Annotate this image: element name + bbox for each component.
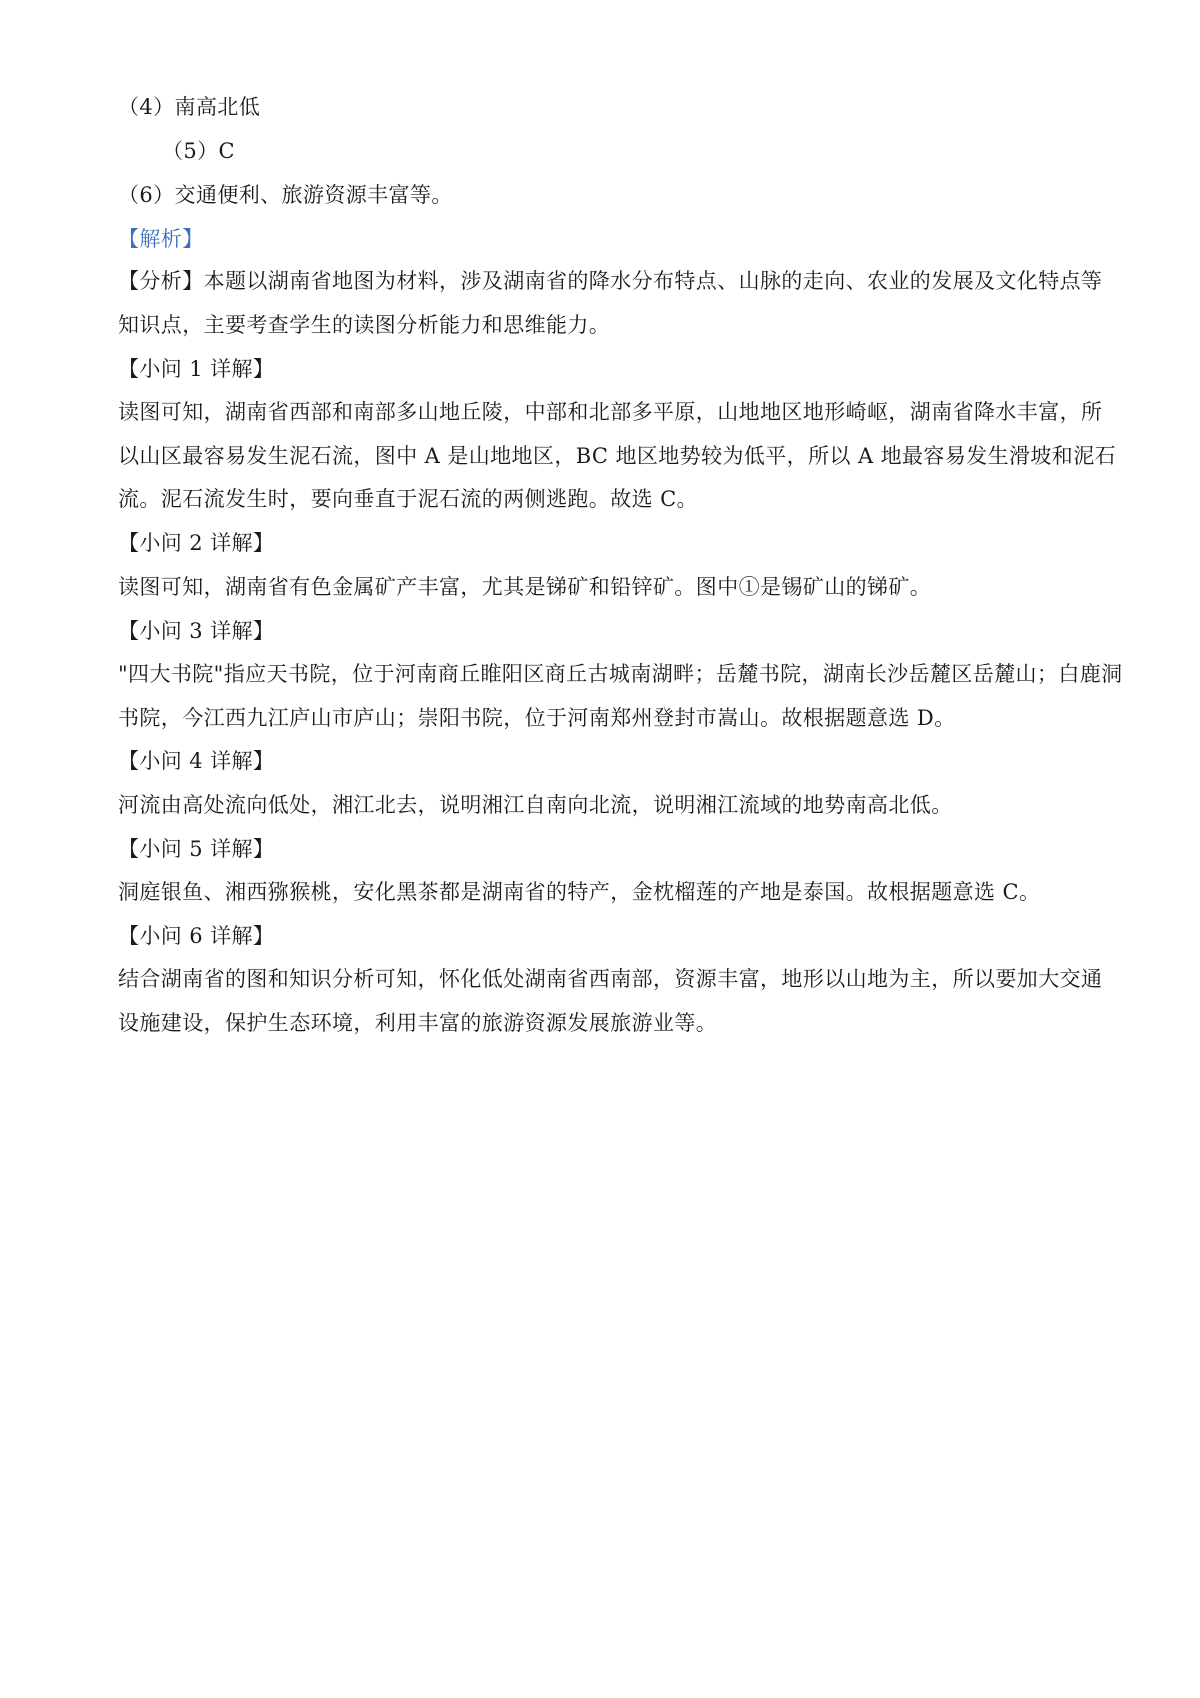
q2-heading: 【小问 2 详解】 <box>118 531 275 555</box>
analysis-label: 【解析】 <box>118 227 204 251</box>
q1-text-line-3: 流。泥石流发生时，要向垂直于泥石流的两侧逃跑。故选 C。 <box>118 487 698 511</box>
q1-heading: 【小问 1 详解】 <box>118 357 275 381</box>
answer-5: （5）C <box>162 139 236 163</box>
q1-text-line-1: 读图可知，湖南省西部和南部多山地丘陵，中部和北部多平原，山地地区地形崎岖，湖南省降水丰富，所 <box>118 400 1103 424</box>
q4-text-line-1: 河流由高处流向低处，湘江北去，说明湘江自南向北流，说明湘江流域的地势南高北低。 <box>118 793 953 817</box>
q3-text-line-2: 书院，今江西九江庐山市庐山；崇阳书院，位于河南郑州登封市嵩山。故根据题意选 D。 <box>118 706 956 730</box>
answer-6: （6）交通便利、旅游资源丰富等。 <box>118 183 453 207</box>
q4-heading: 【小问 4 详解】 <box>118 749 275 773</box>
q1-text-line-2: 以山区最容易发生泥石流，图中 A 是山地地区，BC 地区地势较为低平，所以 A 地最容易发生滑坡和泥石 <box>118 444 1116 468</box>
analysis-summary-line-1: 【分析】本题以湖南省地图为材料，涉及湖南省的降水分布特点、山脉的走向、农业的发展及文化特点等 <box>118 269 1103 293</box>
q2-text-line-1: 读图可知，湖南省有色金属矿产丰富，尤其是锑矿和铅锌矿。图中①是锡矿山的锑矿。 <box>118 575 932 599</box>
q5-text-line-1: 洞庭银鱼、湘西猕猴桃，安化黑茶都是湖南省的特产，金枕榴莲的产地是泰国。故根据题意选 C。 <box>118 880 1041 904</box>
q6-text-line-2: 设施建设，保护生态环境，利用丰富的旅游资源发展旅游业等。 <box>118 1011 718 1035</box>
analysis-summary-line-2: 知识点，主要考查学生的读图分析能力和思维能力。 <box>118 313 611 337</box>
q6-heading: 【小问 6 详解】 <box>118 924 275 948</box>
q6-text-line-1: 结合湖南省的图和知识分析可知，怀化低处湖南省西南部，资源丰富，地形以山地为主，所以要加大交通 <box>118 967 1103 991</box>
q3-text-line-1: "四大书院"指应天书院，位于河南商丘睢阳区商丘古城南湖畔；岳麓书院，湖南长沙岳麓区岳麓山；白鹿洞 <box>118 662 1123 686</box>
answer-4: （4）南高北低 <box>118 95 261 119</box>
q5-heading: 【小问 5 详解】 <box>118 837 275 861</box>
q3-heading: 【小问 3 详解】 <box>118 619 275 643</box>
